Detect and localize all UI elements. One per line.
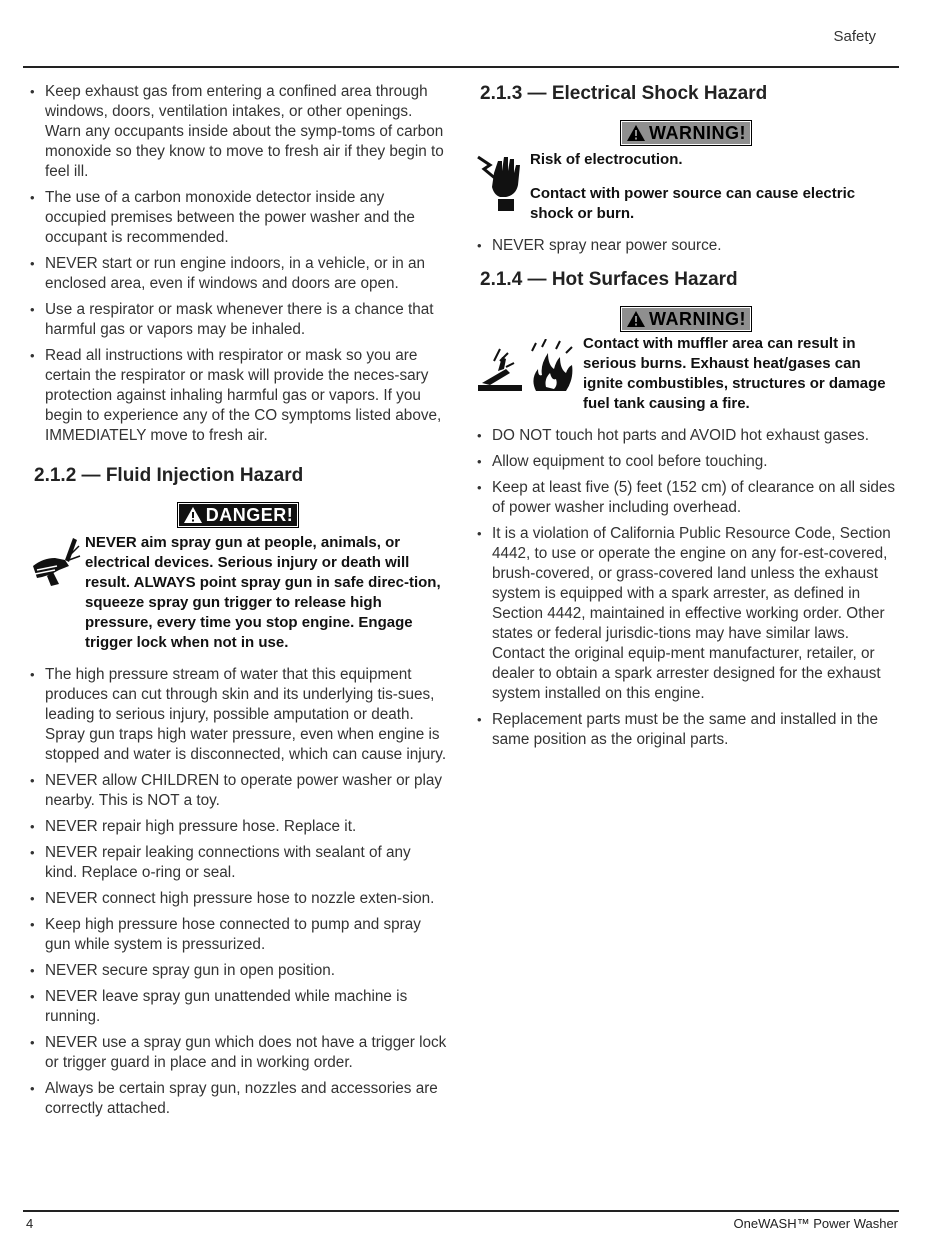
warning-label: WARNING! <box>649 122 746 143</box>
list-item: • NEVER secure spray gun in open position. <box>29 961 447 981</box>
footer-rule <box>23 1210 899 1212</box>
list-item: • NEVER start or run engine indoors, in a vehicle, or in an enclosed area, even if windows and doors are open. <box>29 254 447 294</box>
header-rule <box>23 66 899 68</box>
page-number: 4 <box>26 1216 34 1231</box>
hot-bullet-list <box>476 426 896 750</box>
warning-badge <box>620 306 752 332</box>
list-item: • Keep at least five (5) feet (152 cm) of clearance on all sides of power washer including overhead. <box>476 478 896 518</box>
shock-text-risk: Risk of electrocution. <box>530 151 683 168</box>
danger-label: DANGER! <box>205 504 294 525</box>
shock-bullet-list <box>476 236 896 256</box>
alert-triangle-icon <box>183 506 203 524</box>
electric-shock-icon <box>476 151 524 215</box>
list-item: • NEVER use a spray gun which does not have a trigger lock or trigger guard in place and in working order. <box>29 1033 447 1073</box>
list-item: • Keep high pressure hose connected to pump and spray gun while system is pressurized. <box>29 915 447 955</box>
danger-message <box>29 534 447 653</box>
list-item: • Allow equipment to cool before touching. <box>476 452 896 472</box>
hot-warning-signal-word <box>476 306 896 333</box>
shock-warning-message <box>476 151 896 224</box>
list-item: • NEVER repair high pressure hose. Replace it. <box>29 817 447 837</box>
hot-warning-message <box>476 335 896 414</box>
danger-text: NEVER aim spray gun at people, animals, or electrical devices. Serious injury or death will result. ALWAYS point spray gun in safe direc-tion, squeeze spray gun trigger to release high pressure, every time you stop engine. Engage trigger lock when not in use. <box>85 534 441 651</box>
alert-triangle-icon <box>626 124 646 142</box>
alert-triangle-icon <box>626 310 646 328</box>
list-item: • Read all instructions with respirator or mask so you are certain the respirator or mask will provide the neces-sary protection against inhaling harmful gas or vapors. If you begin to experience any of the CO symptoms listed above, IMMEDIATELY move to fresh air. <box>29 346 447 446</box>
list-item: • The use of a carbon monoxide detector inside any occupied premises between the power washer and the occupant is recommended. <box>29 188 447 248</box>
section-heading-fluid-injection: 2.1.2 — Fluid Injection Hazard <box>34 465 304 486</box>
danger-signal-word <box>29 502 447 529</box>
section-heading-hot-surfaces: 2.1.4 — Hot Surfaces Hazard <box>480 269 738 290</box>
fluid-bullet-list <box>29 665 447 1119</box>
shock-text-contact: Contact with power source can cause electric shock or burn. <box>530 185 856 222</box>
list-item: • NEVER leave spray gun unattended while machine is running. <box>29 987 447 1027</box>
list-item: • It is a violation of California Public Resource Code, Section 4442, to use or operate the engine on any for-est-covered, brush-covered, or grass-covered land unless the exhaust system is equipped with a spark arrester, as defined in Section 4442, maintained in effective working order. Other states or federal jurisdic-tions may have similar laws. Contact the original equip-ment manufacturer, retailer, or dealer to obtain a spark arrester designed for the exhaust system installed on this engine. <box>476 524 896 704</box>
list-item: • NEVER connect high pressure hose to nozzle exten-sion. <box>29 889 447 909</box>
list-item: • NEVER repair leaking connections with sealant of any kind. Replace o-ring or seal. <box>29 843 447 883</box>
warning-badge <box>620 120 752 146</box>
footer-product-title: OneWASH™ Power Washer <box>733 1216 898 1231</box>
list-item: • NEVER allow CHILDREN to operate power washer or play nearby. This is NOT a toy. <box>29 771 447 811</box>
shock-warning-signal-word <box>476 120 896 147</box>
list-item: • The high pressure stream of water that this equipment produces can cut through skin and its underlying tis-sues, leading to serious injury, possible amputation or death. Spray gun traps high water pressure, even when engine is stopped and water is disconnected, which can cause injury. <box>29 665 447 765</box>
running-header: Safety <box>833 28 876 45</box>
list-item: • DO NOT touch hot parts and AVOID hot exhaust gases. <box>476 426 896 446</box>
danger-badge <box>177 502 300 528</box>
hot-surface-icon <box>476 339 580 399</box>
list-item: • Use a respirator or mask whenever there is a chance that harmful gas or vapors may be inhaled. <box>29 300 447 340</box>
section-heading-electrical-shock: 2.1.3 — Electrical Shock Hazard <box>480 83 768 104</box>
co-bullet-list <box>29 82 447 446</box>
hot-text: Contact with muffler area can result in serious burns. Exhaust heat/gases can ignite combustibles, structures or damage fuel tank causing a fire. <box>583 335 886 412</box>
list-item: • Replacement parts must be the same and installed in the same position as the original parts. <box>476 710 896 750</box>
warning-label: WARNING! <box>649 308 746 329</box>
spray-injection-icon <box>29 536 81 592</box>
right-column <box>476 82 896 756</box>
left-column <box>29 82 447 1125</box>
list-item: • Keep exhaust gas from entering a confined area through windows, doors, ventilation intakes, or other openings. Warn any occupants inside about the symp-toms of carbon monoxide so they know to move to fresh air if they begin to feel ill. <box>29 82 447 182</box>
list-item: • NEVER spray near power source. <box>476 236 896 256</box>
list-item: • Always be certain spray gun, nozzles and accessories are correctly attached. <box>29 1079 447 1119</box>
